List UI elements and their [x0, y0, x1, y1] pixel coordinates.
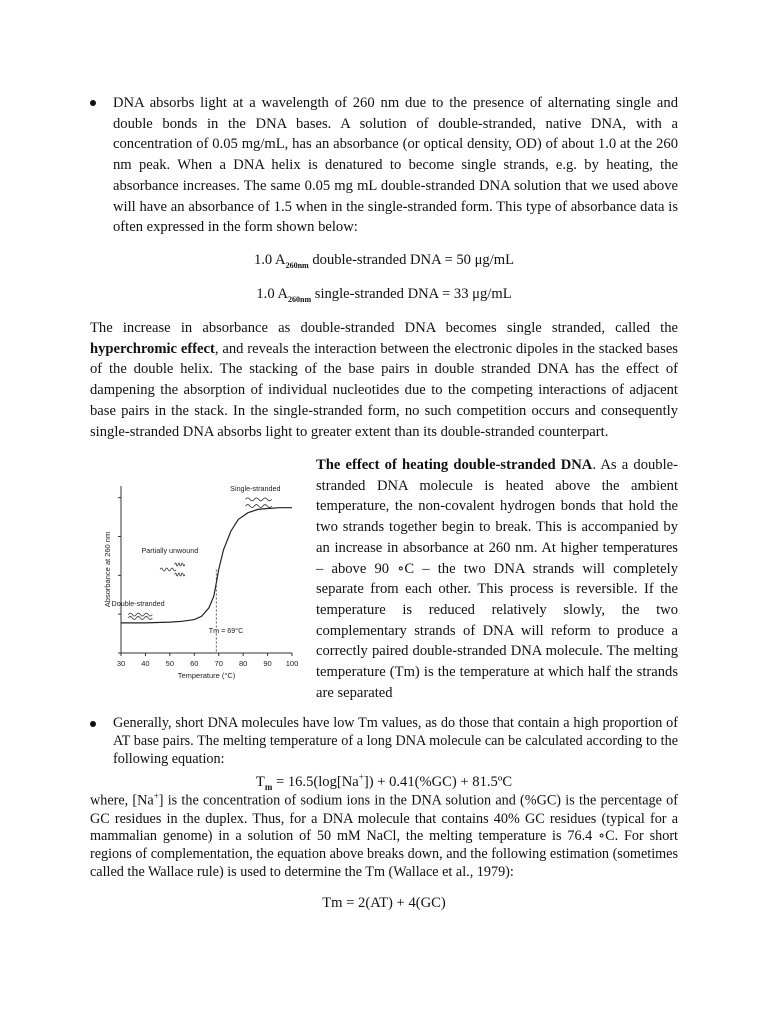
- x-tick-label: 50: [165, 659, 175, 668]
- x-axis-label: Temperature (°C): [177, 671, 236, 680]
- x-tick-label: 80: [238, 659, 248, 668]
- partially-unwound-icon: [175, 563, 185, 566]
- bullet-absorbance: [90, 93, 678, 238]
- x-tick-label: 90: [263, 659, 272, 668]
- bullet-text: Generally, short DNA molecules have low Tm values, as do those that contain a high proportion of AT base pairs. The melting temperature of a long DNA molecule can be calculated according to the following equation:: [113, 715, 678, 767]
- eq-t: T: [255, 774, 265, 791]
- single-strand-icon: [246, 498, 272, 501]
- bullet-dot: [90, 100, 96, 106]
- para-a: where, [Na: [90, 792, 154, 809]
- para-b: ] is the concentration of sodium ions in the DNA solution and (%GC) is the percentage of GC residues in the duplex. Thus, for a DNA molecule that contains 40% GC residues (typical for a mammalian genome) in a solution of 50 mM NaCl, the melting temperature is 76.4 ∘C. For short regions of complementation, the equation above breaks down, and the following estimation (sometimes called the Wallace rule) is used to determine the Tm (Wallace et al., 1979):: [90, 792, 678, 880]
- bullet-tm: [90, 715, 678, 796]
- melting-curve-chart: [96, 466, 304, 688]
- partially-unwound-icon: [160, 568, 176, 571]
- eq-suffix: double-stranded DNA = 50 μg/mL: [308, 252, 515, 268]
- x-tick-label: 100: [285, 659, 299, 668]
- eq-wallace-text: Tm = 2(AT) + 4(GC): [322, 895, 446, 911]
- paragraph-where: [90, 788, 678, 882]
- eq-prefix: 1.0 A: [256, 286, 288, 302]
- paragraph-hyperchromic: [90, 318, 678, 442]
- x-tick-label: 30: [116, 659, 126, 668]
- eq-mid: = 16.5(log[Na: [272, 774, 359, 791]
- x-tick-label: 40: [141, 659, 150, 668]
- single-strand-icon: [246, 505, 272, 508]
- x-tick-label: 60: [190, 659, 199, 668]
- bullet-dot: [90, 721, 96, 727]
- paragraph-heating-effect: [316, 455, 678, 703]
- eq-t-sub: m: [264, 782, 273, 793]
- melting-curve-figure: [96, 466, 304, 688]
- para-rest: , and reveals the interaction between the electronic dipoles in the stacked bases of the double helix. The stacking of the base pairs in double stranded DNA has the effect of dampening the absorption of individual nucleotides due to the competing interactions of adjacent base pairs in the stack. In the single-stranded form, no such competition occurs and consequently single-stranded DNA absorbs light to greater extent than its double-stranded counterpart.: [90, 340, 678, 440]
- eq-prefix: 1.0 A: [253, 252, 286, 268]
- partially-unwound-icon: [175, 573, 185, 576]
- x-tick-label: 70: [214, 659, 223, 668]
- y-axis-label: Absorbance at 260 nm: [103, 531, 112, 608]
- para-rest: . As a double-stranded DNA molecule is heated above the ambient temperature, the non-covalent hydrogen bonds that hold the two strands together begin to break. This is accompanied by an increase in absorbance at 260 nm. At higher temperatures – above 90 ∘C – the two DNA strands will completely separate from each other. This process is reversible. If the temperature is reduced relatively slowly, the two complementary strands of DNA will reform to produce a correctly paired double-stranded DNA molecule. The melting temperature (Tm) is the temperature at which half the strands are separated: [316, 457, 678, 701]
- term-hyperchromic-effect: hyperchromic effect: [90, 340, 215, 357]
- para-lead: The increase in absorbance as double-stranded DNA becomes single stranded, called the: [90, 320, 678, 336]
- equation-wallace: [90, 895, 678, 912]
- eq-subscript: 260nm: [288, 294, 312, 304]
- eq-suffix: single-stranded DNA = 33 μg/mL: [311, 286, 512, 302]
- bullet-text: DNA absorbs light at a wavelength of 260 nm due to the presence of alternating single and double bonds in the DNA bases. A solution of double-stranded, native DNA, with a concentration of 0.05 mg/mL, has an absorbance (or optical density, OD) of about 1.0 at the 260 nm peak. When a DNA helix is denatured to become single strands, e.g. by heating, the absorbance increases. The same 0.05 mg mL double-stranded DNA solution that we used above will have an absorbance of 1.5 when in the single-stranded form. This type of absorbance data is often expressed in the form shown below:: [113, 95, 678, 236]
- double-strand-icon: [128, 616, 152, 619]
- heading-heating-effect: The effect of heating double-stranded DNA: [316, 457, 593, 473]
- equation-double-stranded: [90, 252, 678, 270]
- eq-sup: +: [358, 772, 364, 783]
- equation-single-stranded: [90, 286, 678, 304]
- annotation-label: Single-stranded: [230, 484, 281, 494]
- double-strand-icon: [128, 613, 152, 616]
- eq-end: ]) + 0.41(%GC) + 81.5ºC: [363, 774, 513, 791]
- para-sup: +: [153, 791, 159, 801]
- annotation-label: Tm = 69°C: [208, 625, 244, 635]
- annotation-label: Partially unwound: [141, 545, 199, 555]
- annotation-label: Double-stranded: [111, 599, 165, 609]
- eq-subscript: 260nm: [285, 260, 309, 270]
